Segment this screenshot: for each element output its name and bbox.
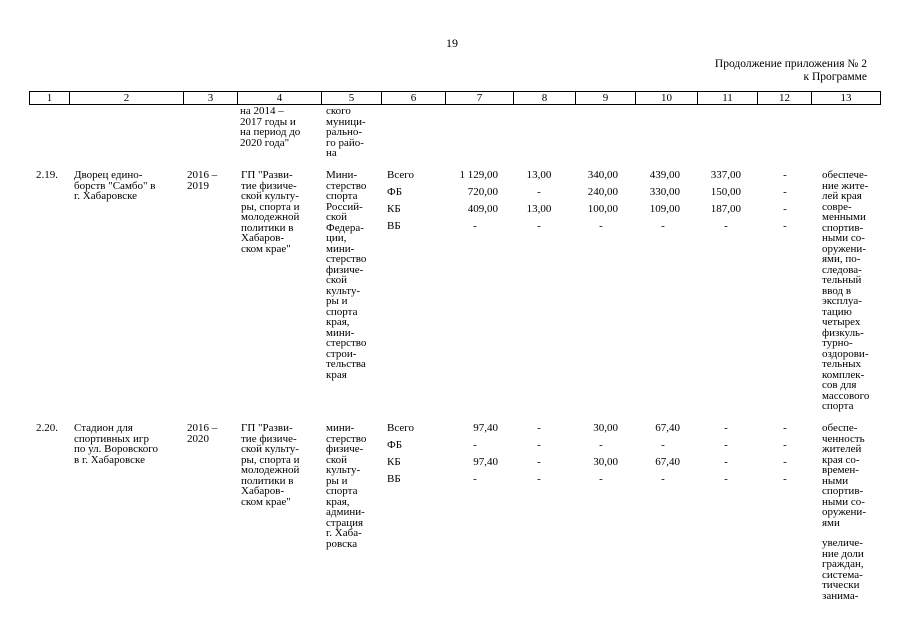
row-2-19-c10-fb: 330,00 [649,186,680,198]
row-2-20-c11-vb: - [724,473,728,485]
row-2-20-c9-total: 30,00 [593,422,618,434]
row-2-20-c8-vb: - [537,473,541,485]
row-2-19-c9-kb: 100,00 [587,203,618,215]
row-2-20-c11-kb: - [724,456,728,468]
row-2-19-c9-total: 340,00 [587,169,618,181]
row-2-20-c11-total: - [724,422,728,434]
row-2-19-c7-total: 1 129,00 [459,169,498,181]
continuation-note [715,58,867,84]
row-2-20-c10-total: 67,40 [655,422,680,434]
table-header [29,91,881,105]
row-2-19-c10-kb: 109,00 [649,203,680,215]
row-2-19-src-kb: КБ [387,203,401,215]
row-2-20-result-2: увеличе- ние доли граждан, система- тически занима- [822,537,864,602]
row-2-19-c7-kb: 409,00 [467,203,498,215]
header-col-1: 1 [30,92,70,104]
row-2-20-c7-kb: 97,40 [473,456,498,468]
row-2-19-period: 2016 – 2019 [187,169,218,192]
row-2-20-program: ГП "Разви- тие физиче- ской культу- ры, спорта и молодежной политики в Хабаров- ском крае" [241,422,300,508]
row-2-19-program: ГП "Разви- тие физиче- ской культу- ры, спорта и молодежной политики в Хабаров- ском крае" [241,169,300,255]
header-col-5: 5 [322,92,382,104]
header-col-6: 6 [382,92,446,104]
row-2-19-name: Дворец едино- борств "Самбо" в г. Хабаровске [74,169,156,202]
row-2-19-c8-fb: - [537,186,541,198]
row-2-20-period: 2016 – 2020 [187,422,218,445]
row-2-19-number: 2.19. [36,169,58,181]
continuation-line1: Продолжение приложения № 2 [714,58,867,70]
row-2-20-c7-fb: - [473,439,477,451]
header-col-13: 13 [840,92,852,104]
row-2-19-c9-fb: 240,00 [587,186,618,198]
row-2-20-c12-vb: - [783,473,787,485]
row-2-19-c8-total: 13,00 [526,169,552,181]
row-2-20-c10-vb: - [661,473,665,485]
header-col-8: 8 [514,92,576,104]
header-col-11: 11 [698,92,758,104]
row-2-19-c11-vb: - [724,220,728,232]
row-2-20-src-kb: КБ [387,456,401,468]
row-2-20-c8-kb: - [537,456,541,468]
row-2-20-src-vb: ВБ [387,473,401,485]
row-2-19-c8-vb: - [537,220,541,232]
row-2-19-c7-fb: 720,00 [467,186,498,198]
row-2-19-executor: Мини- стерство спорта Россий- ской Федера- ции, мини- стерство физиче- ской культу- ры и спорта края, мини- стерство строи- тельства края [326,169,367,381]
carry-program: на 2014 – 2017 годы и на период до 2020 года" [240,105,301,149]
row-2-20-c10-fb: - [661,439,665,451]
row-2-19-c12-vb: - [783,220,787,232]
row-2-20-c9-kb: 30,00 [593,456,618,468]
header-col-10: 10 [636,92,698,104]
row-2-19-c9-vb: - [599,220,603,232]
row-2-19-c11-total: 337,00 [710,169,741,181]
row-2-19-c7-vb: - [473,220,477,232]
row-2-20-c12-total: - [783,422,787,434]
row-2-19-c11-fb: 150,00 [710,186,741,198]
row-2-20-c9-fb: - [599,439,603,451]
row-2-19-src-vb: ВБ [387,220,401,232]
row-2-19-c10-total: 439,00 [649,169,680,181]
carry-executor: ского муници- pально- го райо- на [326,105,366,159]
row-2-19-c11-kb: 187,00 [710,203,741,215]
row-2-20-src-fb: ФБ [387,439,403,451]
row-2-20-result: обеспе- ченность жителей края со- времен- ными спортив- ными со- оружени- ями [822,422,866,529]
row-2-20-c10-kb: 67,40 [655,456,680,468]
row-2-20-c12-fb: - [783,439,787,451]
row-2-20-executor: мини- стерство физиче- ской культу- ры и спорта края, админи- страция г. Хаба- ровска [326,422,367,550]
row-2-19-result: обеспече- ние жите- лей края совре- менными спортив- ными со- оружени- ями, по- следова- тельный ввод в эксплуа- тацию четырех физкуль- турно- оздорови- тельных комплек- сов для массового спорта [822,169,870,412]
page-number: 19 [446,36,458,50]
row-2-19-c12-fb: - [783,186,787,198]
row-2-20-src-total: Всего [387,422,414,434]
header-col-7: 7 [446,92,514,104]
header-col-12: 12 [758,92,812,104]
header-col-4: 4 [238,92,322,104]
row-2-20-c7-total: 97,40 [473,422,498,434]
row-2-19-c12-kb: - [783,203,787,215]
row-2-19-src-fb: ФБ [387,186,403,198]
row-2-19-c12-total: - [783,169,787,181]
header-col-9: 9 [576,92,636,104]
row-2-19-src-total: Всего [387,169,414,181]
row-2-20-c11-fb: - [724,439,728,451]
row-2-20-c7-vb: - [473,473,477,485]
row-2-20-name: Стадион для спортивных игр по ул. Воровского в г. Хабаровске [74,422,159,466]
row-2-19-c10-vb: - [661,220,665,232]
row-2-20-c8-fb: - [537,439,541,451]
row-2-20-number: 2.20. [36,422,58,434]
row-2-20-c9-vb: - [599,473,603,485]
row-2-20-c8-total: - [537,422,541,434]
header-col-2: 2 [70,92,184,104]
continuation-line2: к Программе [803,71,867,83]
row-2-19-c8-kb: 13,00 [526,203,552,215]
row-2-20-c12-kb: - [783,456,787,468]
header-col-3: 3 [184,92,238,104]
